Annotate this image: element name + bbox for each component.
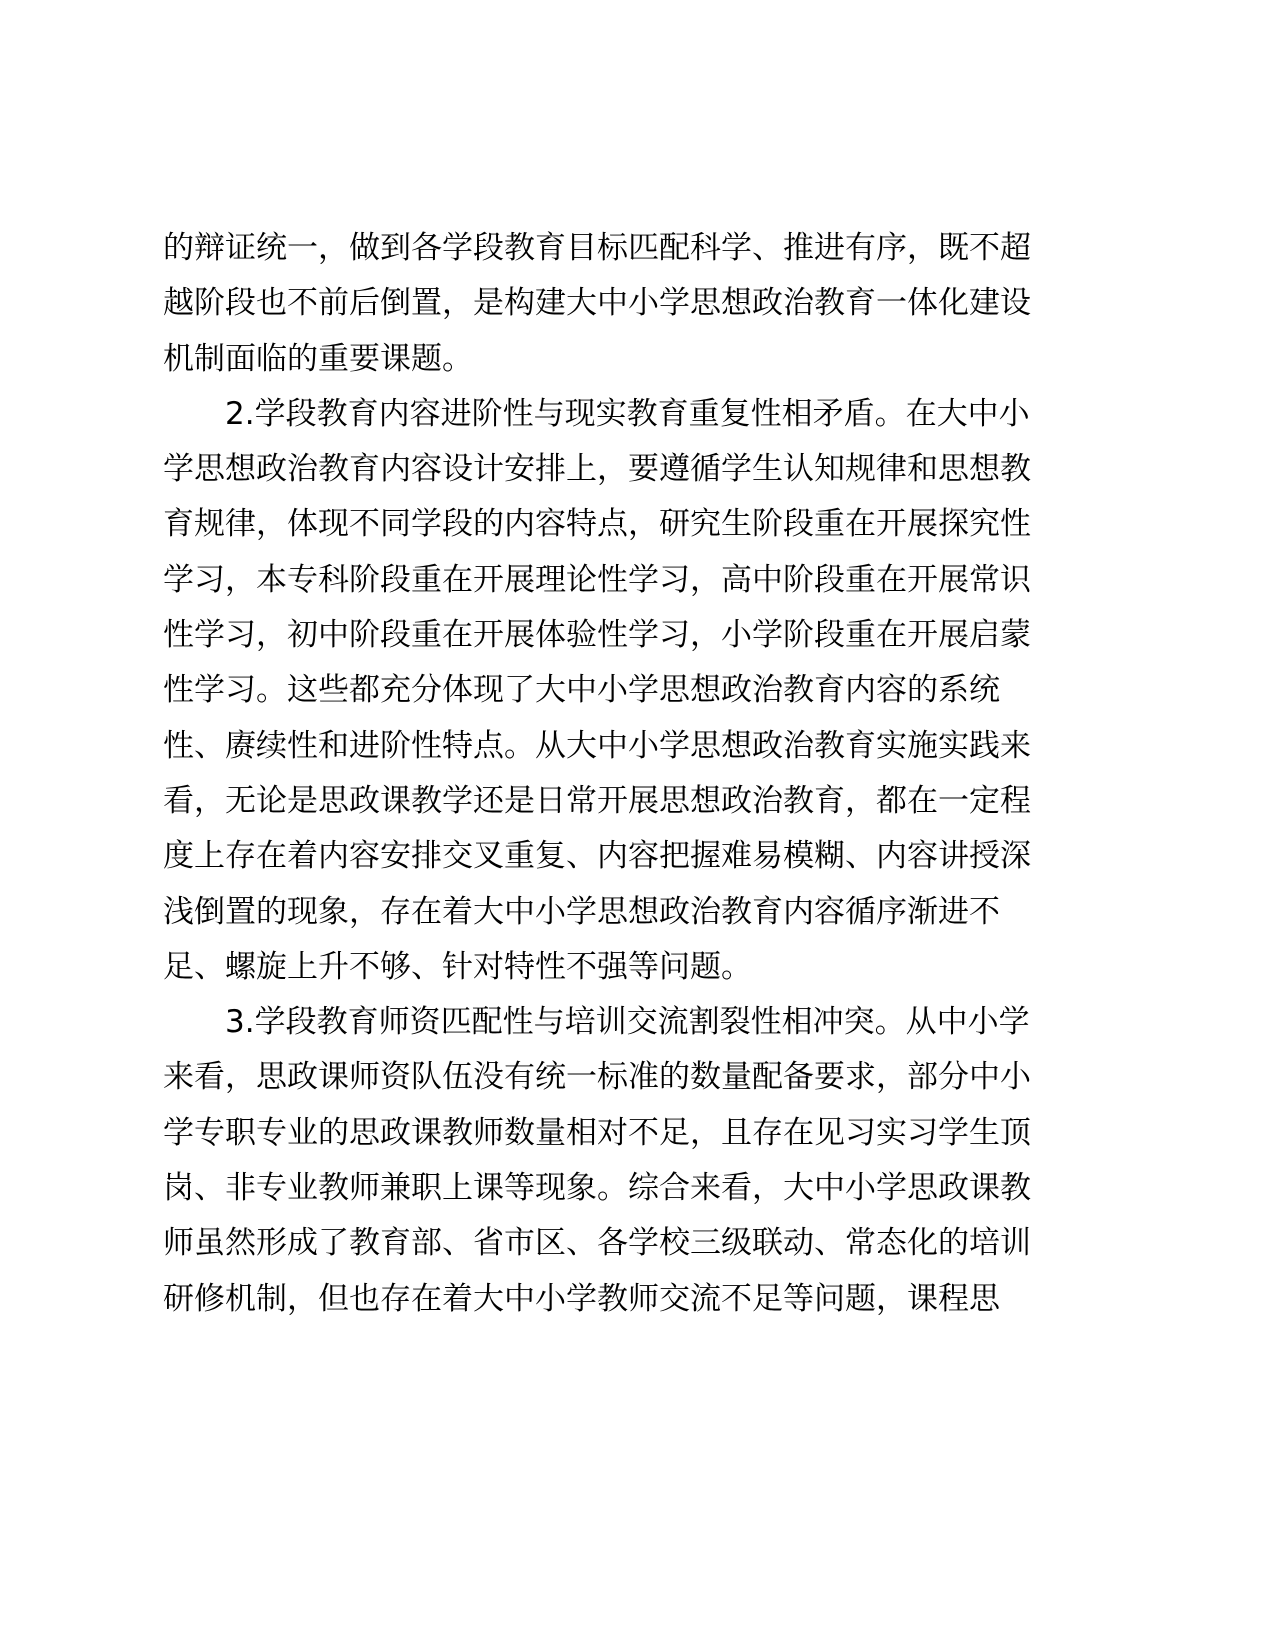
text-line: 2.学段教育内容进阶性与现实教育重复性相矛盾。在大中小 [225, 395, 1030, 432]
document-body [163, 221, 1103, 1327]
text-line: 学思想政治教育内容设计安排上，要遵循学生认知规律和思想教 [163, 451, 1031, 488]
text-line: 学专职专业的思政课教师数量相对不足，且存在见习实习学生顶 [163, 1114, 1031, 1151]
text-line: 看，无论是思政课教学还是日常开展思想政治教育，都在一定程 [163, 782, 1031, 819]
text-line: 浅倒置的现象，存在着大中小学思想政治教育内容循序渐进不 [163, 893, 1000, 930]
text-line: 性学习，初中阶段重在开展体验性学习，小学阶段重在开展启蒙 [163, 617, 1031, 654]
text-line: 的辩证统一，做到各学段教育目标匹配科学、推进有序，既不超 [163, 230, 1031, 266]
text-line: 3.学段教育师资匹配性与培训交流割裂性相冲突。从中小学 [225, 1004, 1030, 1041]
text-line: 育规律，体现不同学段的内容特点，研究生阶段重在开展探究性 [163, 506, 1031, 543]
text-line: 足、螺旋上升不够、针对特性不强等问题。 [163, 948, 752, 985]
text-line: 学习，本专科阶段重在开展理论性学习，高中阶段重在开展常识 [163, 561, 1031, 598]
paragraph-3 [163, 995, 1103, 1327]
text-line: 机制面临的重要课题。 [163, 340, 473, 377]
paragraph-2 [163, 387, 1103, 995]
text-line: 来看，思政课师资队伍没有统一标准的数量配备要求，部分中小 [163, 1059, 1031, 1096]
text-line: 师虽然形成了教育部、省市区、各学校三级联动、常态化的培训 [163, 1225, 1031, 1262]
text-line: 越阶段也不前后倒置，是构建大中小学思想政治教育一体化建设 [163, 285, 1031, 322]
paragraph-continuation [163, 221, 1103, 387]
text-line: 岗、非专业教师兼职上课等现象。综合来看，大中小学思政课教 [163, 1170, 1031, 1207]
text-line: 性、赓续性和进阶性特点。从大中小学思想政治教育实施实践来 [163, 727, 1031, 764]
text-line: 性学习。这些都充分体现了大中小学思想政治教育内容的系统 [163, 672, 1000, 709]
text-line: 度上存在着内容安排交叉重复、内容把握难易模糊、内容讲授深 [163, 838, 1031, 875]
text-line: 研修机制，但也存在着大中小学教师交流不足等问题，课程思 [163, 1280, 1000, 1317]
